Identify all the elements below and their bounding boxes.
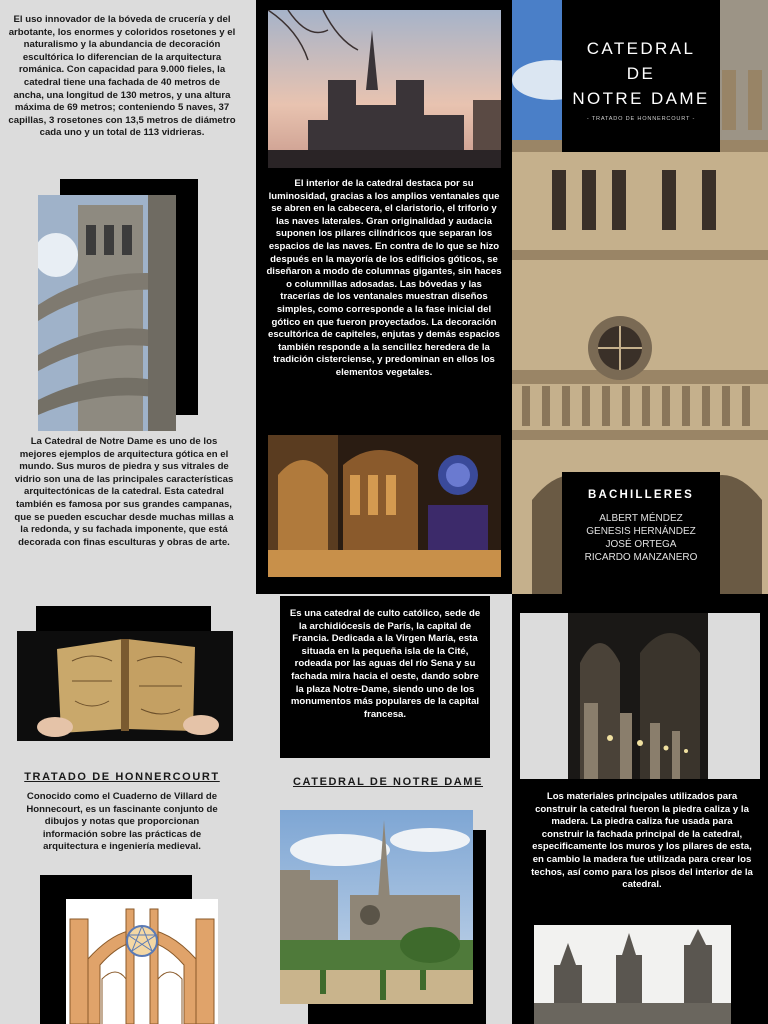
manuscript-photo: [17, 631, 233, 741]
gothic-drawing: [66, 899, 218, 1024]
gargoyles-photo: [534, 925, 731, 1024]
student-name: ALBERT MÉNDEZ: [599, 513, 683, 524]
nave-columns-photo: [520, 613, 760, 779]
cover-title-line: DE: [626, 64, 656, 83]
cathedral-sunset-photo: [268, 10, 501, 168]
cathedral-interior-photo: [268, 435, 501, 577]
treatise-paragraph: Conocido como el Cuaderno de Villard de Honnecourt, es un fascinante conjunto de dibujos y notas que proporcionan información sobre las prácticas de arquitectura e ingeniería medieval.: [26, 791, 218, 853]
gothic-paragraph: La Catedral de Notre Dame es uno de los mejores ejemplos de arquitectura gótica en el mundo. Sus muros de piedra y sus vitrales de vidrio son una de las principales características arquitectónicas de la catedral. Esta catedral también es famosa por sus grandes campanas, que se pueden escuchar desde muchas millas a la redonda, y su fachada imponente, que está decorada con finas esculturas y obras de arte.: [14, 436, 234, 548]
cover-title-line: NOTRE DAME: [572, 89, 710, 108]
student-name: GENESIS HERNÁNDEZ: [586, 526, 696, 537]
cover-title-line: CATEDRAL: [586, 39, 696, 58]
materials-paragraph: Los materiales principales utilizados para construir la catedral fueron la piedra caliza y la madera. La piedra caliza fue usada para construir la fachada principal de la catedral, especificamente los muros y los pilares de esta, en cambio la madera fue utilizada para crear los techos, así como para los pisos del interior de la catedral.: [531, 791, 753, 891]
student-name: RICARDO MANZANERO: [584, 552, 698, 563]
cover-subtitle: - TRATADO DE HONNERCOURT -: [586, 116, 696, 122]
catholic-paragraph: Es una catedral de culto católico, sede de la archidiócesis de París, la capital de Francia. Dedicada a la Virgen María, esta situada en la pequeña isla de la Cité, rodeada por las aguas del río Sena y su fachada mira hacia el oeste, dando sobre la plaza Notre-Dame, siendo uno de los monumentos más populares de la capital francesa.: [289, 608, 481, 720]
intro-paragraph: El uso innovador de la bóveda de crucería y del arbotante, los enormes y coloridos rosetones y el naturalismo y la abundancia de decoración escultórica lo diferencian de la arquitectura románica. Con capacidad para 9.000 fieles, la catedral tiene una fachada de 40 metros de ancha, una longitud de 130 metros, y una altura máxima de 69 metros; conteniendo 5 naves, 37 capillas, 3 rosetones con 13,5 metros de diámetro cada uno y un total de 113 vidrieras.: [8, 14, 236, 139]
student-name: JOSÉ ORTEGA: [605, 539, 677, 550]
students-heading: BACHILLERES: [588, 489, 694, 501]
cover-title: [562, 36, 720, 111]
interior-paragraph: El interior de la catedral destaca por su luminosidad, gracias a los amplios ventanales que se abren en la cabecera, el claristorio, el triforio y las naves laterales. Gran originalidad y audacia suponen los pilares cilíndricos que separan los espacios de las naves. En contra de lo que se hizo después en la mayoría de los edificios góticos, se diseñaron a modo de columnas gigantes, sin haces o columnillas adosadas. Las bóvedas y las tracerías de los ventanales muestran diseños simples, como corresponde a la fase inicial del gótico en que fueron proyectados. La decoración escultórica de capiteles, enjutas y demás espacios también responde a la sencillez heredera de la tradición cisterciense, y predominan en ellos los elementos vegetales.: [266, 178, 502, 378]
cathedral-river-photo: [280, 810, 473, 1004]
flying-buttress-photo: [38, 195, 176, 431]
section-heading: CATEDRAL DE NOTRE DAME: [292, 776, 484, 788]
treatise-heading: TRATADO DE HONNERCOURT: [24, 771, 220, 783]
students-list: [562, 512, 720, 564]
